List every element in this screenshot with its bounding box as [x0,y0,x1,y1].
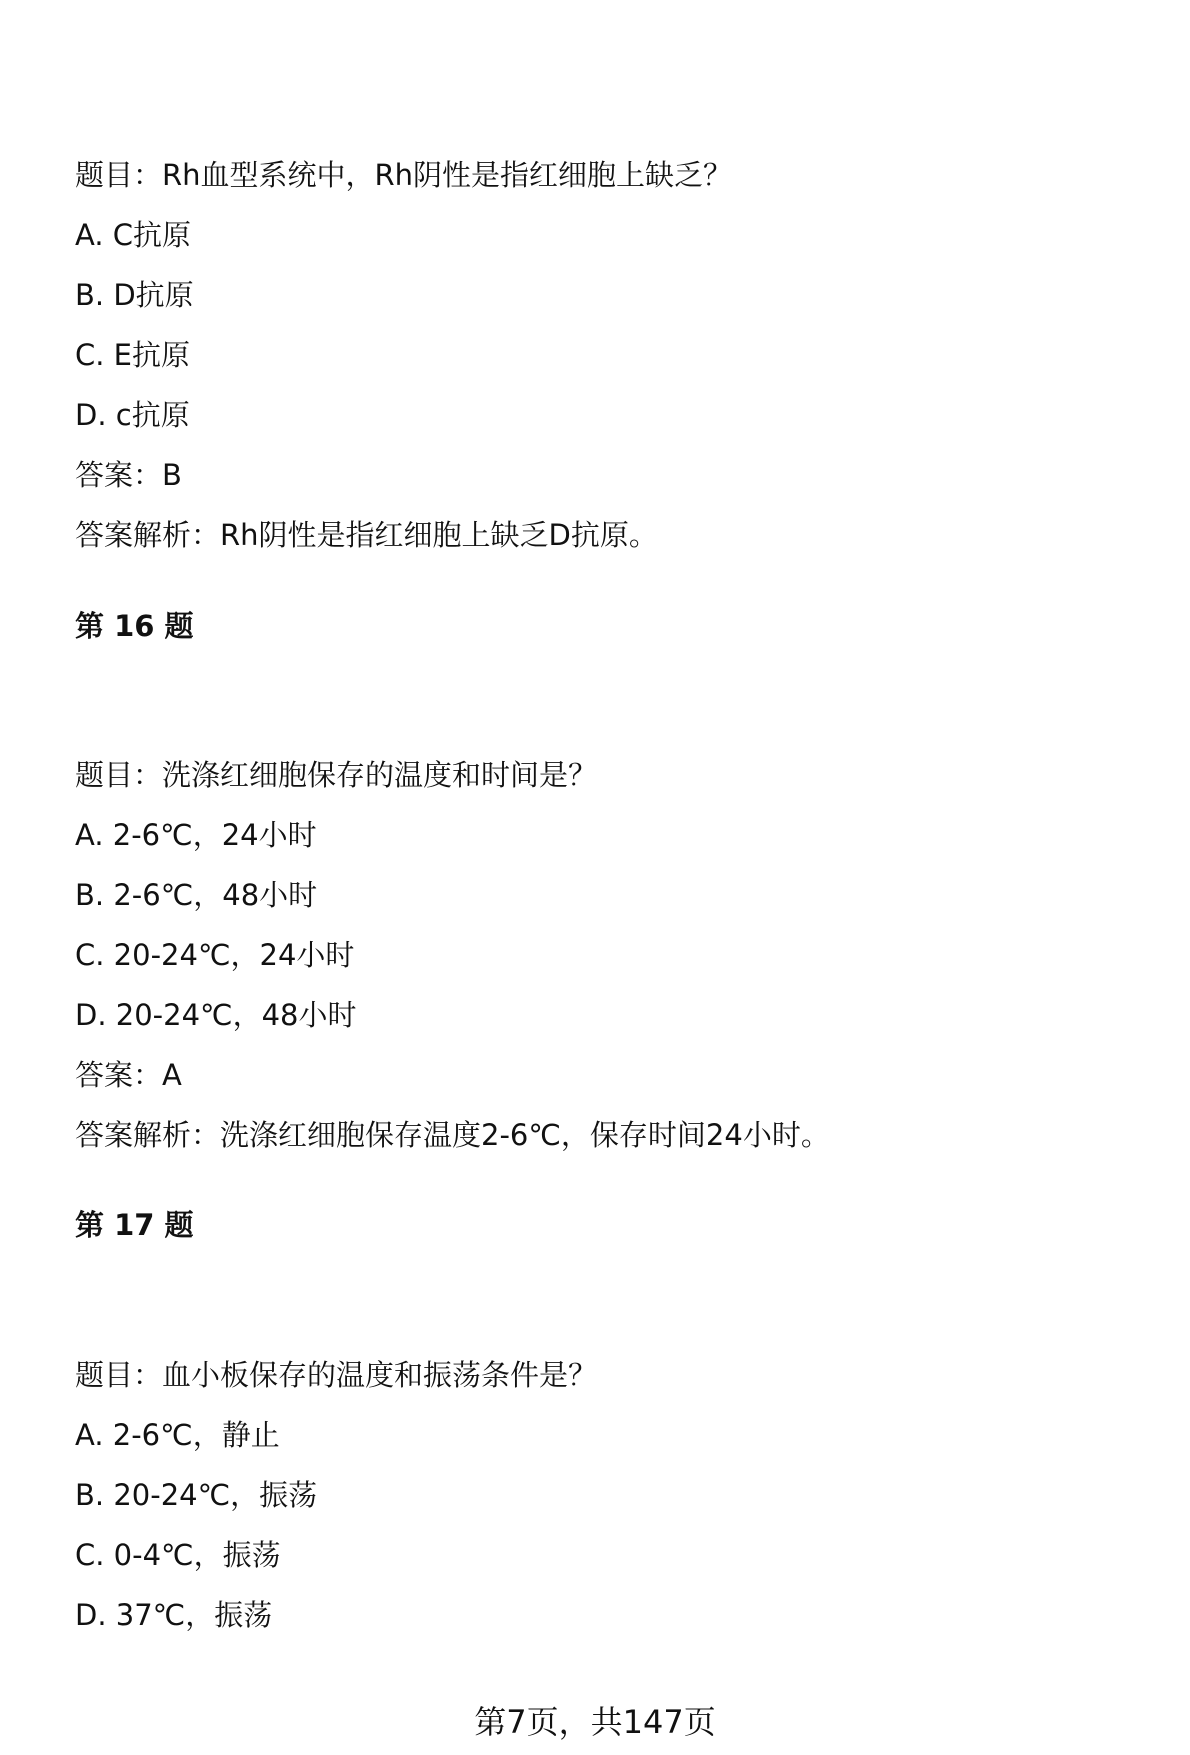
option-b: B. 2-6℃，48小时 [75,878,318,912]
option-c: C. E抗原 [75,338,191,372]
answer: 答案：B [75,458,182,492]
answer-explanation: 答案解析：洗涤红细胞保存温度2-6℃，保存时间24小时。 [75,1118,830,1152]
question-heading: 第 17 题 [75,1208,194,1242]
answer: 答案：A [75,1058,182,1092]
option-a: A. 2-6℃，24小时 [75,818,317,852]
option-d: D. 37℃，振荡 [75,1598,273,1632]
option-d: D. 20-24℃，48小时 [75,998,357,1032]
option-b: B. D抗原 [75,278,194,312]
question-text: 题目：Rh血型系统中，Rh阴性是指红细胞上缺乏？ [75,158,733,192]
answer-explanation: 答案解析：Rh阴性是指红细胞上缺乏D抗原。 [75,518,658,552]
question-text: 题目：血小板保存的温度和振荡条件是？ [75,1358,598,1392]
page-footer: 第7页，共147页 [474,1703,716,1741]
question-text: 题目：洗涤红细胞保存的温度和时间是？ [75,758,598,792]
option-c: C. 0-4℃，振荡 [75,1538,281,1572]
option-a: A. 2-6℃，静止 [75,1418,280,1452]
option-d: D. c抗原 [75,398,190,432]
option-c: C. 20-24℃，24小时 [75,938,355,972]
option-b: B. 20-24℃，振荡 [75,1478,318,1512]
option-a: A. C抗原 [75,218,192,252]
question-heading: 第 16 题 [75,609,194,643]
